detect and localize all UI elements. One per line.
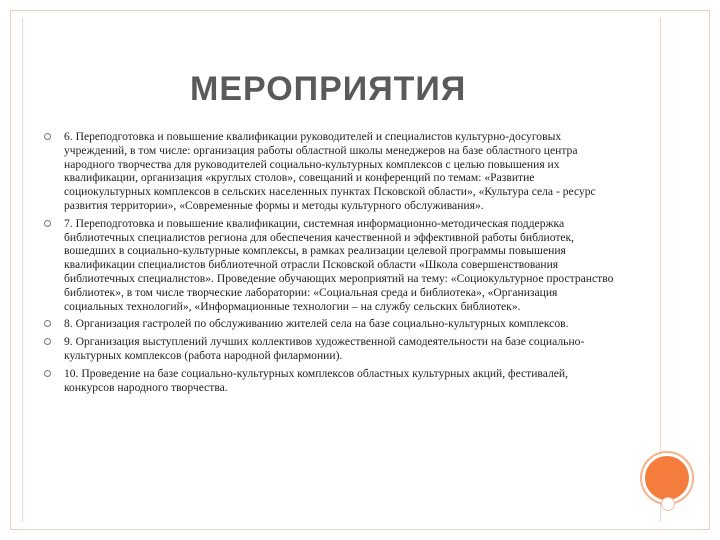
list-item — [42, 130, 617, 213]
list-item-text: 8. Организация гастролей по обслуживанию жителей села на базе социально-культурных комплексов. — [64, 317, 569, 331]
bullet-circle-icon — [44, 370, 51, 377]
orange-circle-decoration — [642, 453, 692, 503]
bullet-circle-icon — [44, 220, 51, 227]
list-item-text: 7. Переподготовка и повышение квалификации, системная информационно-методическая поддержка библиотечных специалистов региона для обеспечения качественной и эффективной работы библиотек, вошедших в социально-культурные комплексы, в рамках реализации целевой программы повышения квалификации специалистов библиотечной отрасли Псковской области «Школа совершенствования библиотечных специалистов». Проведение обучающих мероприятий на тему: «Социокультурное пространство библиотек», в том числе творческие лаборатории: «Социальная среда и библиотека», «Организация социальных технологий», «Информационные технологии – на службу сельских библиотек». — [64, 216, 614, 313]
left-decorative-rule — [22, 18, 23, 522]
list-item-text: 10. Проведение на базе социально-культурных комплексов областных культурных акций, фестивалей, конкурсов народного творчества. — [64, 366, 569, 394]
bullet-list — [42, 130, 617, 398]
right-decorative-rule — [660, 18, 661, 522]
list-item-text: 6. Переподготовка и повышение квалификации руководителей и специалистов культурно-досуговых учреждений, в том числе: организация работы областной школы менеджеров на базе областного центра народного творчества для руководителей социально-культурных комплексов с целью повышения их квалификации, организация «круглых столов», совещаний и конференций по темам: «Развитие социокультурных комплексов в сельских населенных пунктах Псковской области», «Культура села - ресурс развития территории», «Современные формы и методы культурного обслуживания». — [64, 130, 596, 212]
bullet-circle-icon — [44, 133, 51, 140]
list-item — [42, 367, 617, 395]
list-item — [42, 317, 617, 331]
list-item — [42, 335, 617, 363]
list-item — [42, 217, 617, 314]
slide-title: МЕРОПРИЯТИЯ — [190, 70, 467, 108]
small-circle-decoration — [661, 497, 675, 511]
bullet-circle-icon — [44, 338, 51, 345]
list-item-text: 9. Организация выступлений лучших коллективов художественной самодеятельности на базе социально-культурных комплексов (работа народной филармонии). — [64, 335, 585, 362]
bullet-circle-icon — [44, 320, 51, 327]
